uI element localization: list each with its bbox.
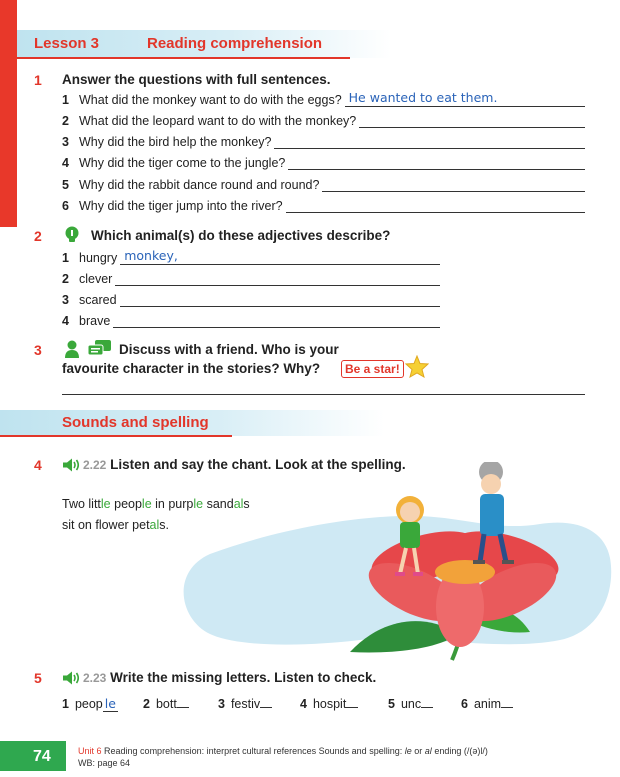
exercise-3-instruction-line2: favourite character in the stories? Why? xyxy=(62,361,321,376)
speech-bubbles-icon xyxy=(88,340,112,358)
question-text: What did the leopard want to do with the monkey? xyxy=(79,114,357,128)
item-number: 1 xyxy=(62,251,69,265)
answer-field[interactable] xyxy=(501,696,513,708)
item-number: 4 xyxy=(62,314,69,328)
answer-field[interactable] xyxy=(421,696,433,708)
audio-speaker-icon[interactable] xyxy=(62,671,80,685)
footer-unit-description: Unit 6 Reading comprehension: interpret cultural references Sounds and spelling: le or al ending (/(ə)l/) xyxy=(78,746,488,756)
item-number: 4 xyxy=(62,156,69,170)
ex1-item-6 xyxy=(62,199,585,213)
ex2-item-1 xyxy=(62,248,440,265)
exercise-1-instruction: Answer the questions with full sentences. xyxy=(62,72,331,87)
answer-field[interactable] xyxy=(322,179,585,192)
answer-field[interactable] xyxy=(359,115,585,128)
section-title: Sounds and spelling xyxy=(62,414,209,431)
ex2-item-3 xyxy=(62,293,440,307)
adjective: brave xyxy=(79,314,111,328)
ex5-item-2: 2 bott xyxy=(143,696,189,711)
item-number: 2 xyxy=(62,114,69,128)
item-number: 3 xyxy=(62,135,69,149)
question-text: Why did the bird help the monkey? xyxy=(79,135,272,149)
student-icon xyxy=(64,340,80,358)
question-text: What did the monkey want to do with the eggs? xyxy=(79,93,342,107)
header-divider xyxy=(17,57,350,59)
page-number: 74 xyxy=(33,748,51,765)
answer-field[interactable] xyxy=(113,315,440,328)
exercise-2-instruction: Which animal(s) do these adjectives describe? xyxy=(91,228,391,243)
audio-track-number: 2.23 xyxy=(83,671,107,685)
workbook-reference: WB: page 64 xyxy=(78,758,131,768)
answer-field[interactable] xyxy=(120,294,440,307)
item-number: 5 xyxy=(62,178,69,192)
be-a-star-badge: Be a star! xyxy=(341,360,404,378)
item-number: 2 xyxy=(62,272,69,286)
audio-track-number: 2.22 xyxy=(83,458,107,472)
section-divider xyxy=(0,435,232,437)
ex1-item-1 xyxy=(62,90,585,107)
instruction-text: Write the missing letters. Listen to check. xyxy=(110,670,377,685)
question-text: Why did the rabbit dance round and round? xyxy=(79,178,320,192)
exercise-4-number: 4 xyxy=(34,457,42,473)
question-text: Why did the tiger jump into the river? xyxy=(79,199,283,213)
side-accent-bar xyxy=(0,0,17,227)
star-icon xyxy=(405,355,429,378)
ex2-item-4 xyxy=(62,314,440,328)
ex2-item-2 xyxy=(62,272,440,286)
answer-field[interactable] xyxy=(177,696,189,708)
adjective: scared xyxy=(79,293,117,307)
answer-field[interactable] xyxy=(345,90,585,107)
ex5-item-6: 6 anim xyxy=(461,696,513,711)
handwritten-answer: He wanted to eat them. xyxy=(348,90,498,105)
ex5-item-4: 4 hospit xyxy=(300,696,358,711)
exercise-3-number: 3 xyxy=(34,342,42,358)
ex1-item-3 xyxy=(62,135,585,149)
exercise-1-number: 1 xyxy=(34,72,42,88)
chant-line-2: sit on flower petals. xyxy=(62,518,170,532)
item-number: 3 xyxy=(62,293,69,307)
handwritten-answer: monkey, xyxy=(124,248,178,263)
adjective: hungry xyxy=(79,251,118,265)
answer-field[interactable] xyxy=(115,273,440,286)
page-title: Reading comprehension xyxy=(147,35,323,52)
chant-illustration xyxy=(60,462,620,662)
ex5-item-1: 1 peop le xyxy=(62,696,116,711)
item-number: 6 xyxy=(62,199,69,213)
answer-field[interactable] xyxy=(260,696,272,708)
exercise-5-instruction xyxy=(83,670,376,685)
question-text: Why did the tiger come to the jungle? xyxy=(79,156,286,170)
lesson-label: Lesson 3 xyxy=(34,35,100,52)
answer-field[interactable] xyxy=(346,696,358,708)
ex5-item-3: 3 festiv xyxy=(218,696,272,711)
ex1-item-5 xyxy=(62,178,585,192)
chant-line-1: Two little people in purple sandals xyxy=(62,497,250,511)
ex1-item-4 xyxy=(62,156,585,170)
answer-field[interactable] xyxy=(288,157,585,170)
ex1-item-2 xyxy=(62,114,585,128)
instruction-text: Listen and say the chant. Look at the spelling. xyxy=(110,457,406,472)
adjective: clever xyxy=(79,272,113,286)
answer-field[interactable] xyxy=(286,200,585,213)
answer-field[interactable] xyxy=(120,248,440,265)
ex5-item-5: 5 unc xyxy=(388,696,433,711)
exercise-3-instruction-line1: Discuss with a friend. Who is your xyxy=(119,342,339,357)
item-number: 1 xyxy=(62,93,69,107)
discussion-answer-line[interactable] xyxy=(62,394,585,395)
answer-field[interactable] xyxy=(274,136,585,149)
lightbulb-icon xyxy=(64,226,80,244)
exercise-5-number: 5 xyxy=(34,670,42,686)
handwritten-answer[interactable]: le xyxy=(104,696,116,711)
exercise-2-number: 2 xyxy=(34,228,42,244)
